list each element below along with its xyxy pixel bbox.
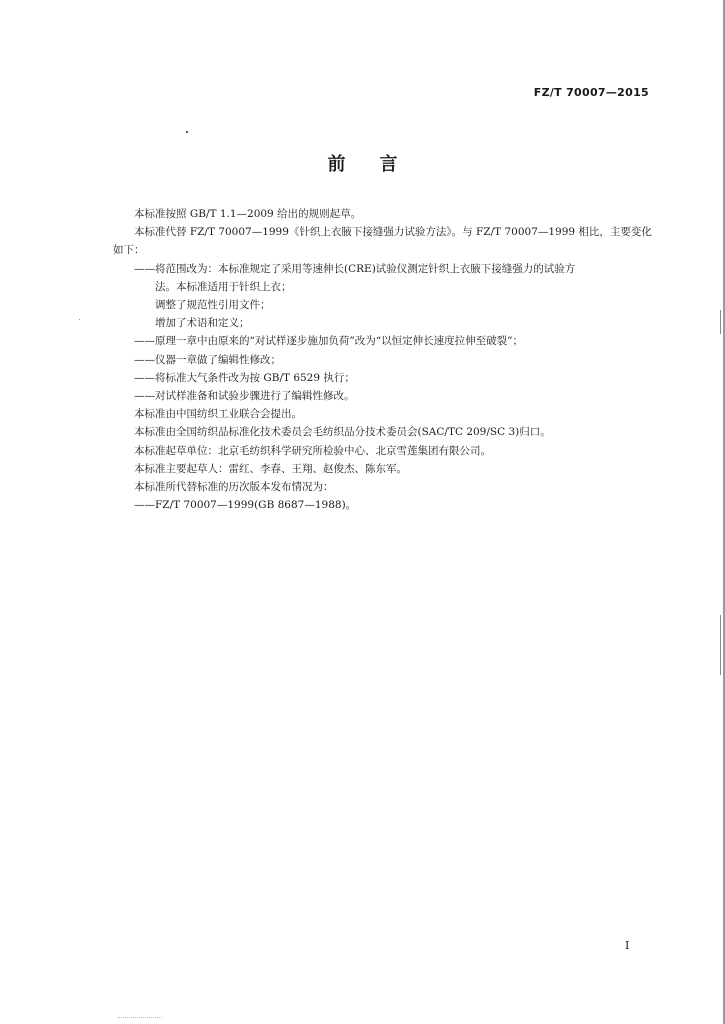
drafters-paragraph: 本标准主要起草人：雷红、李春、王翔、赵俊杰、陈东军。 (134, 462, 407, 475)
change-item: ——将范围改为：本标准规定了采用等速伸长(CRE)试验仪测定针织上衣腋下接缝强力的试验方 (134, 262, 576, 275)
change-item-sub: 增加了术语和定义； (155, 317, 250, 330)
preface-body (113, 205, 658, 514)
change-item-sub: 调整了规范性引用文件； (155, 299, 271, 312)
change-item: ——对试样准备和试验步骤进行了编辑性修改。 (134, 390, 355, 403)
scan-speck (720, 310, 721, 334)
change-item-continuation: 法。本标准适用于针织上衣； (155, 280, 292, 293)
scan-artifact (118, 1017, 162, 1020)
replacement-paragraph: 本标准代替 FZ/T 70007—1999《针织上衣腋下接缝强力试验方法》。与 FZ/T 70007—1999 相比，主要变化如下： (113, 226, 652, 257)
committee-paragraph: 本标准由全国纺织品标准化技术委员会毛纺织品分技术委员会(SAC/TC 209/SC 3)归口。 (134, 426, 551, 439)
proposer-paragraph: 本标准由中国纺织工业联合会提出。 (134, 408, 302, 421)
scan-speck (186, 131, 188, 133)
page-number: I (625, 939, 630, 952)
scan-speck (79, 319, 80, 320)
change-item: ——仪器一章做了编辑性修改； (134, 353, 281, 366)
history-item: ——FZ/T 70007—1999(GB 8687—1988)。 (134, 499, 357, 512)
preface-title: 前言 (327, 154, 432, 175)
scan-speck (720, 615, 721, 675)
drafting-unit-paragraph: 本标准起草单位：北京毛纺织科学研究所检验中心、北京雪莲集团有限公司。 (134, 444, 491, 457)
drafting-rule-paragraph: 本标准按照 GB/T 1.1—2009 给出的规则起草。 (134, 208, 362, 220)
standard-number: FZ/T 70007—2015 (533, 86, 649, 99)
history-paragraph: 本标准所代替标准的历次版本发布情况为： (134, 481, 334, 494)
change-item: ——将标准大气条件改为按 GB/T 6529 执行； (134, 371, 355, 384)
change-item: ——原理一章中由原来的“对试样逐步施加负荷”改为“以恒定伸长速度拉伸至破裂”； (134, 335, 523, 348)
